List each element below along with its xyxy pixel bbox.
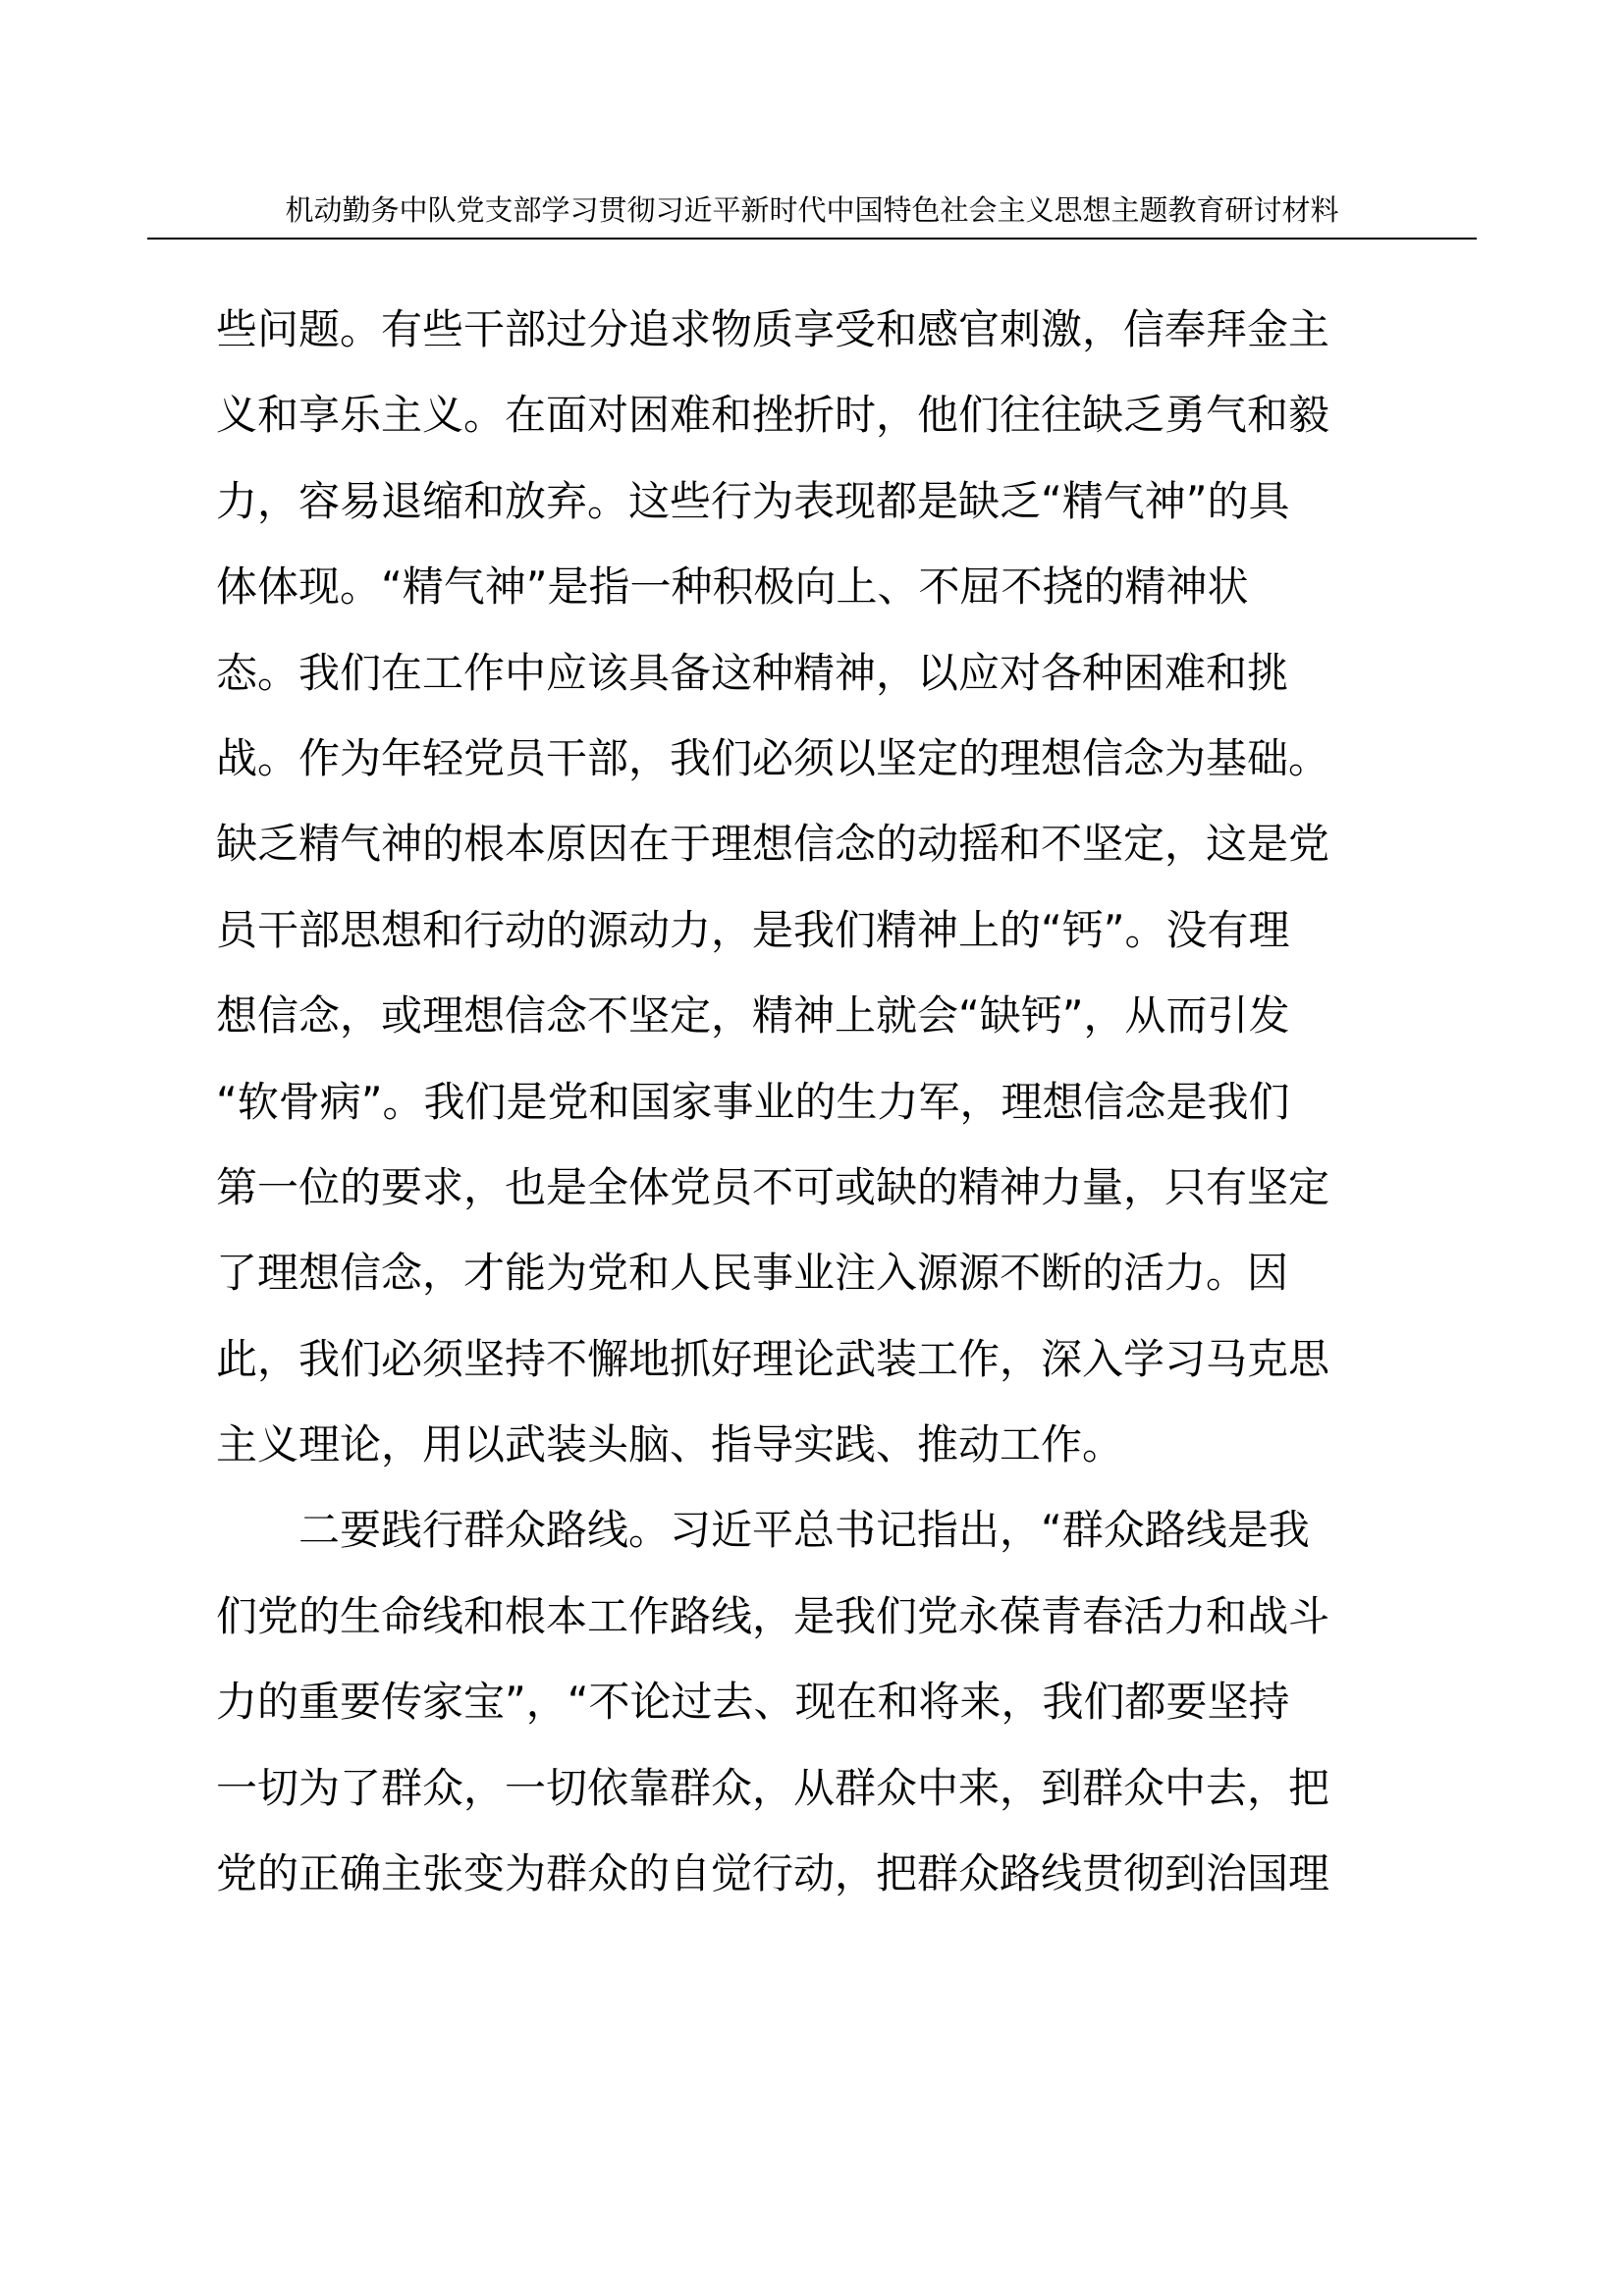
body-line: 些问题。有些干部过分追求物质享受和感官刺激，信奉拜金主 <box>216 305 1330 353</box>
body-line: 缺乏精气神的根本原因在于理想信念的动摇和不坚定，这是党 <box>216 820 1330 869</box>
body-line: 战。作为年轻党员干部，我们必须以坚定的理想信念为基础。 <box>216 733 1330 782</box>
body-line: 一切为了群众，一切依靠群众，从群众中来，到群众中去，把 <box>216 1763 1330 1812</box>
body-line: 体体现。“精气神”是指一种积极向上、不屈不挠的精神状 <box>216 562 1249 612</box>
body-line: 态。我们在工作中应该具备这种精神，以应对各种困难和挑 <box>216 648 1289 697</box>
page-header-title: 机动勤务中队党支部学习贯彻习近平新时代中国特色社会主义思想主题教育研讨材料 <box>147 188 1477 240</box>
body-line: 义和享乐主义。在面对困难和挫折时，他们往往缺乏勇气和毅 <box>216 391 1330 440</box>
body-line: 了理想信念，才能为党和人民事业注入源源不断的活力。因 <box>216 1249 1289 1298</box>
body-line: 第一位的要求，也是全体党员不可或缺的精神力量，只有坚定 <box>216 1162 1330 1211</box>
body-line: 们党的生命线和根本工作路线，是我们党永葆青春活力和战斗 <box>216 1591 1330 1640</box>
body-line: 党的正确主张变为群众的自觉行动，把群众路线贯彻到治国理 <box>216 1849 1330 1898</box>
body-line: “软骨病”。我们是党和国家事业的生力军，理想信念是我们 <box>216 1077 1290 1126</box>
body-line: 想信念，或理想信念不坚定，精神上就会“缺钙”，从而引发 <box>216 991 1290 1041</box>
body-text <box>216 287 1414 1916</box>
body-line: 力，容易退缩和放弃。这些行为表现都是缺乏“精气神”的具 <box>216 476 1290 525</box>
body-line: 力的重要传家宝”，“不论过去、现在和将来，我们都要坚持 <box>216 1678 1290 1727</box>
body-line: 主义理论，用以武装头脑、指导实践、推动工作。 <box>216 1420 1124 1469</box>
paragraph-start-line: 二要践行群众路线。习近平总书记指出，“群众路线是我 <box>298 1506 1310 1555</box>
body-line: 员干部思想和行动的源动力，是我们精神上的“钙”。没有理 <box>216 905 1290 954</box>
body-line: 此，我们必须坚持不懈地抓好理论武装工作，深入学习马克思 <box>216 1334 1330 1383</box>
